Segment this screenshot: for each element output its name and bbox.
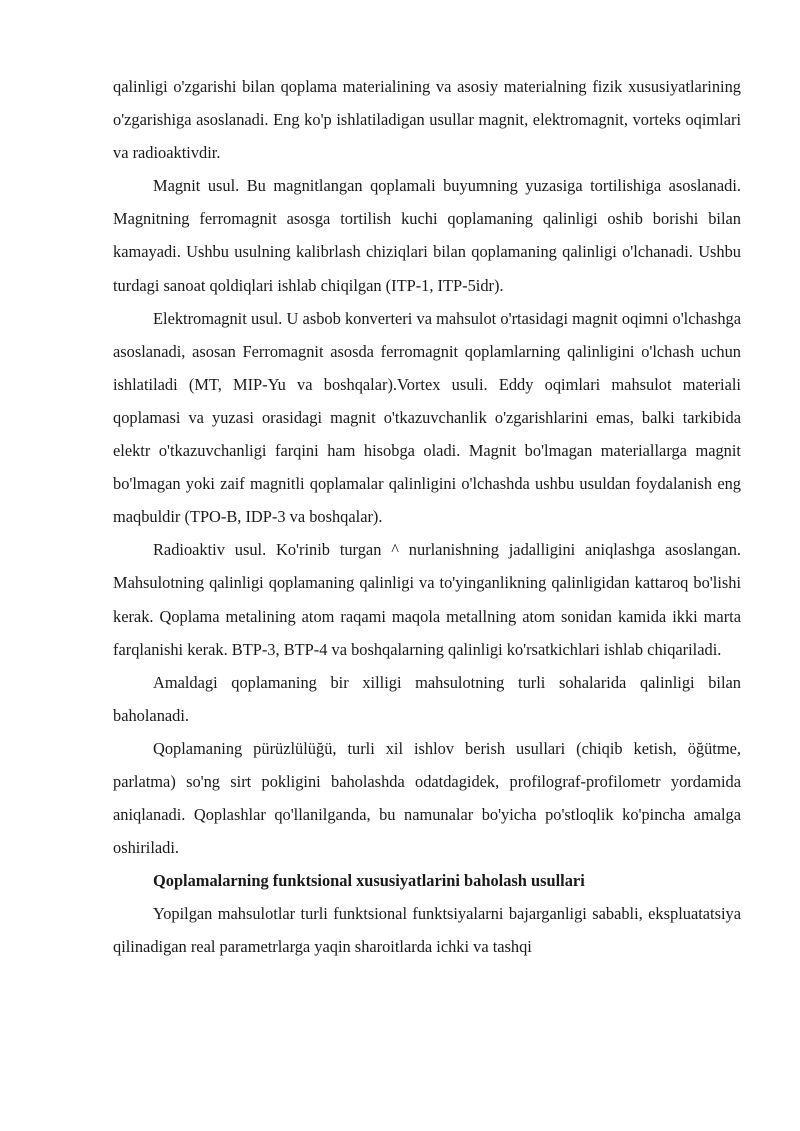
- paragraph-electromagnetic-method: Elektromagnit usul. U asbob konverteri va mahsulot o'rtasidagi magnit oqimni o'lchashga asoslanadi, asosan Ferromagnit asosda ferromagnit qoplamlarning qalinligini o'lchash uchun ishlatiladi (MT, MIP-Yu va boshqalar).Vortex usuli. Eddy oqimlari mahsulot materiali qoplamasi va yuzasi orasidagi magnit o'tkazuvchanlik o'zgarishlarini emas, balki tarkibida elektr o'tkazuvchanligi farqini ham hisobga oladi. Magnit bo'lmagan materiallarga magnit bo'lmagan yoki zaif magnitli qoplamalar qalinligini o'lchashda ushbu usuldan foydalanish eng maqbuldir (TPO-B, IDP-3 va boshqalar).: [113, 308, 741, 527]
- paragraph-roughness: Qoplamaning pürüzlülüğü, turli xil ishlov berish usullari (chiqib ketish, öğütme, parlatma) so'ng sirt pokligini baholashda odatdagidek, profilograf-profilometr yordamida aniqlanadi. Qoplashlar qo'llanilganda, bu namunalar bo'yicha po'stloqlik ko'pincha amalga oshiriladi.: [113, 738, 741, 858]
- paragraph-magnetic-method: Magnit usul. Bu magnitlangan qoplamali buyumning yuzasiga tortilishiga asoslanadi. Magnitning ferromagnit asosga tortilish kuchi qoplamaning qalinligi oshib borishi bilan kamayadi. Ushbu usulning kalibrlash chiziqlari bilan qoplamaning qalinligi o'lchanadi. Ushbu turdagi sanoat qoldiqlari ishlab chiqilgan (ITP-1, ITP-5idr).: [113, 176, 741, 295]
- document-page: [113, 70, 741, 964]
- section-heading: Qoplamalarning funktsional xususiyatlarini baholash usullari: [153, 871, 585, 891]
- paragraph-uniformity: Amaldagi qoplamaning bir xilligi mahsulotning turli sohalarida qalinligi bilan baholanadi.: [113, 672, 741, 725]
- paragraph-continuation: qalinligi o'zgarishi bilan qoplama materialining va asosiy materialning fizik xususiyatlarining o'zgarishiga asoslanadi. Eng ko'p ishlatiladigan usullar magnit, elektromagnit, vorteks oqimlari va radioaktivdir.: [113, 77, 741, 163]
- paragraph-radioactive-method: Radioaktiv usul. Ko'rinib turgan ^ nurlanishning jadalligini aniqlashga asoslangan. Mahsulotning qalinligi qoplamaning qalinligi va to'yinganlikning qalinligidan kattaroq bo'lishi kerak. Qoplama metalining atom raqami maqola metallning atom sonidan kamida ikki marta farqlanishi kerak. BTP-3, BTP-4 va boshqalarning qalinligi ko'rsatkichlari ishlab chiqariladi.: [113, 540, 741, 659]
- paragraph-closing: Yopilgan mahsulotlar turli funktsional funktsiyalarni bajarganligi sababli, ekspluatatsiya qilinadigan real parametrlarga yaqin sharoitlarda ichki va tashqi: [113, 904, 741, 957]
